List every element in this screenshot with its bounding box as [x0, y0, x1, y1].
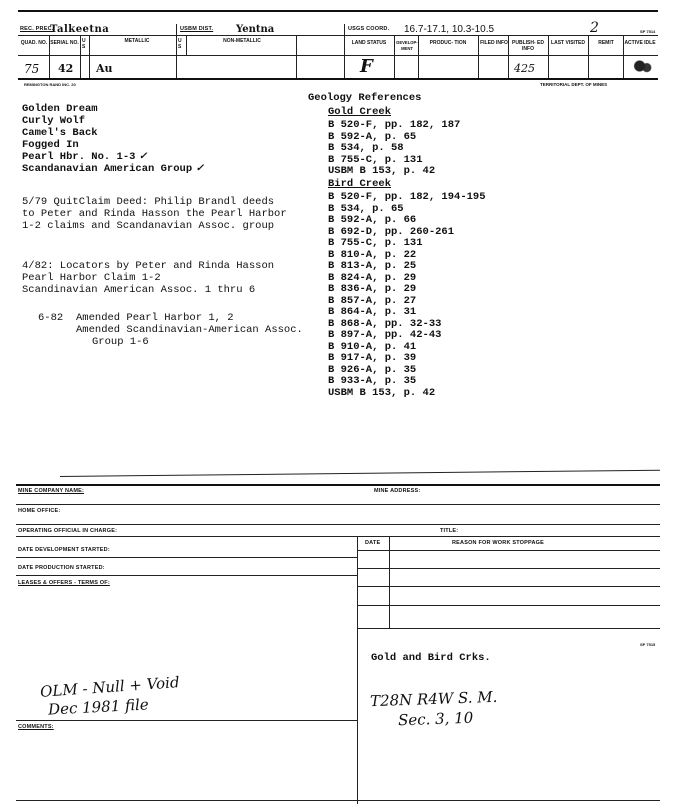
reference-item: B 864-A, p. 31: [328, 306, 417, 318]
note-line: 4/82: Locators by Peter and Rinda Hasson: [22, 260, 275, 272]
note-line: 1-2 claims and Scandanavian Assoc. group: [22, 220, 275, 232]
reference-item: B 917-A, p. 39: [328, 352, 417, 364]
location-note: Gold and Bird Crks.: [371, 652, 491, 664]
published-info-value: 425: [514, 62, 535, 75]
note-line: Scandinavian American Assoc. 1 thru 6: [22, 284, 256, 296]
reference-item: B 910-A, p. 41: [328, 340, 417, 353]
title-label: TITLE:: [440, 528, 459, 534]
claim-name: Curly Wolf: [22, 115, 86, 127]
dev-started-label: DATE DEVELOPMENT STARTED:: [18, 547, 110, 553]
published-info-label: PUBLISH- ED INFO: [512, 40, 544, 52]
hand-mark: 2: [590, 20, 599, 36]
reference-item: B 926-A, p. 35: [328, 363, 417, 376]
quad-value: 75: [24, 62, 40, 76]
geology-heading: Geology References: [308, 92, 422, 104]
handwritten-note-right-2: Sec. 3, 10: [397, 708, 474, 730]
reference-item: B 520-F, pp. 182, 194-195: [328, 191, 486, 203]
note-line: Amended Scandinavian-American Assoc.: [76, 324, 303, 336]
reference-item: B 755-C, p. 131: [328, 153, 423, 166]
territorial-label: TERRITORIAL DEPT. OF MINES: [540, 82, 608, 87]
mine-address-label: MINE ADDRESS:: [374, 488, 421, 494]
reference-item: B 520-F, pp. 182, 187: [328, 119, 461, 131]
leases-label: LEASES & OFFERS - TERMS OF:: [18, 580, 110, 586]
remit-label: REMIT: [598, 40, 614, 46]
note-line: 5/79 QuitClaim Deed: Philip Brandl deeds: [22, 196, 275, 208]
comments-label: COMMENTS:: [18, 724, 54, 730]
handwritten-note-left-2: Dec 1981 file: [47, 695, 150, 719]
claim-name: Camel's Back: [22, 127, 98, 139]
amended-note-date: 6-82: [38, 312, 64, 324]
reference-item: B 534, p. 58: [328, 142, 404, 154]
note-line: to Peter and Rinda Hasson the Pearl Harbor: [22, 208, 287, 220]
reason-column-label: REASON FOR WORK STOPPAGE: [452, 540, 544, 546]
last-visited-label: LAST VISITED: [551, 40, 585, 46]
usbm-dist-label: USBM DIST.: [180, 26, 214, 32]
active-idle-label: ACTIVE IDLE: [624, 40, 656, 46]
check-mark-icon: ✓: [135, 151, 148, 162]
rec-prec-value: Talkeetna: [50, 24, 110, 35]
note-line: Amended Pearl Harbor 1, 2: [76, 312, 234, 324]
usgs-coord-value: 16.7-17.1, 10.3-10.5: [404, 24, 495, 35]
form-number-bottom: SP 7515: [640, 642, 656, 647]
reference-item: B 813-A, p. 25: [328, 260, 417, 272]
reference-item: B 933-A, p. 35: [328, 375, 417, 387]
gold-creek-refs: [328, 119, 460, 177]
home-office-label: HOME OFFICE:: [18, 508, 61, 514]
u-s-label-2: U S: [178, 38, 182, 50]
quitclaim-note: [22, 196, 287, 232]
claim-name: Scandanavian American Group ✓: [22, 163, 205, 175]
serial-value: 42: [58, 62, 74, 75]
locators-note: [22, 260, 274, 296]
reference-item: B 868-A, pp. 32-33: [328, 317, 442, 330]
reference-item: USBM B 153, p. 42: [328, 386, 436, 399]
amended-note: [76, 312, 303, 348]
rec-prec-label: REC. PREC.: [20, 26, 54, 32]
reference-item: B 534, p. 65: [328, 202, 404, 215]
quad-no-label: QUAD. NO.: [20, 40, 48, 46]
reference-item: B 592-A, p. 65: [328, 130, 417, 143]
mine-company-label: MINE COMPANY NAME:: [18, 488, 85, 494]
usbm-dist-value: Yentna: [236, 24, 275, 35]
claim-name: Golden Dream: [22, 103, 98, 115]
gold-creek-heading: Gold Creek: [328, 106, 392, 118]
reference-item: B 810-A, p. 22: [328, 248, 417, 261]
u-s-label: U S: [82, 38, 86, 50]
filed-info-label: FILED INFO: [480, 40, 508, 46]
reference-item: B 836-A, p. 29: [328, 283, 417, 295]
land-status-value: F: [360, 56, 373, 77]
note-line: Pearl Harbor Claim 1-2: [22, 272, 161, 284]
prod-started-label: DATE PRODUCTION STARTED:: [18, 565, 105, 571]
bird-creek-refs: [328, 191, 486, 398]
reference-item: B 857-A, p. 27: [328, 294, 417, 307]
usgs-coord-label: USGS COORD.: [348, 26, 390, 32]
land-status-label: LAND STATUS: [351, 40, 387, 46]
claim-names: [22, 103, 204, 175]
reference-item: B 592-A, p. 66: [328, 214, 417, 226]
non-metallic-label: NON-METALLIC: [223, 38, 261, 44]
production-label: PRODUC- TION: [429, 40, 467, 46]
metallic-value: Au: [96, 62, 113, 75]
claim-name: Fogged In: [22, 139, 79, 151]
check-mark-icon: ✓: [192, 163, 205, 174]
reference-item: B 755-C, p. 131: [328, 237, 423, 249]
reference-item: USBM B 153, p. 42: [328, 165, 436, 177]
reference-item: B 692-D, pp. 260-261: [328, 225, 455, 238]
active-idle-scribble: [630, 58, 654, 74]
development-label: DEVELOP- MENT: [396, 40, 418, 51]
bird-creek-heading: Bird Creek: [328, 178, 392, 190]
handwritten-note-right-1: T28N R4W S. M.: [369, 687, 498, 711]
date-column-label: DATE: [365, 540, 381, 546]
form-number-top: SP 7514: [640, 29, 656, 34]
reference-item: B 897-A, pp. 42-43: [328, 329, 442, 341]
handwritten-note-left-1: OLM - Null + Void: [39, 673, 181, 701]
note-line: Group 1-6: [92, 336, 149, 348]
operating-official-label: OPERATING OFFICIAL IN CHARGE:: [18, 528, 118, 534]
reference-item: B 824-A, p. 29: [328, 271, 417, 284]
printer-label: REMINGTON RAND INC. 20: [24, 82, 76, 87]
serial-no-label: SERIAL NO.: [50, 40, 79, 46]
claim-name: Pearl Hbr. No. 1-3 ✓: [22, 151, 148, 163]
metallic-label: METALLIC: [124, 38, 150, 44]
